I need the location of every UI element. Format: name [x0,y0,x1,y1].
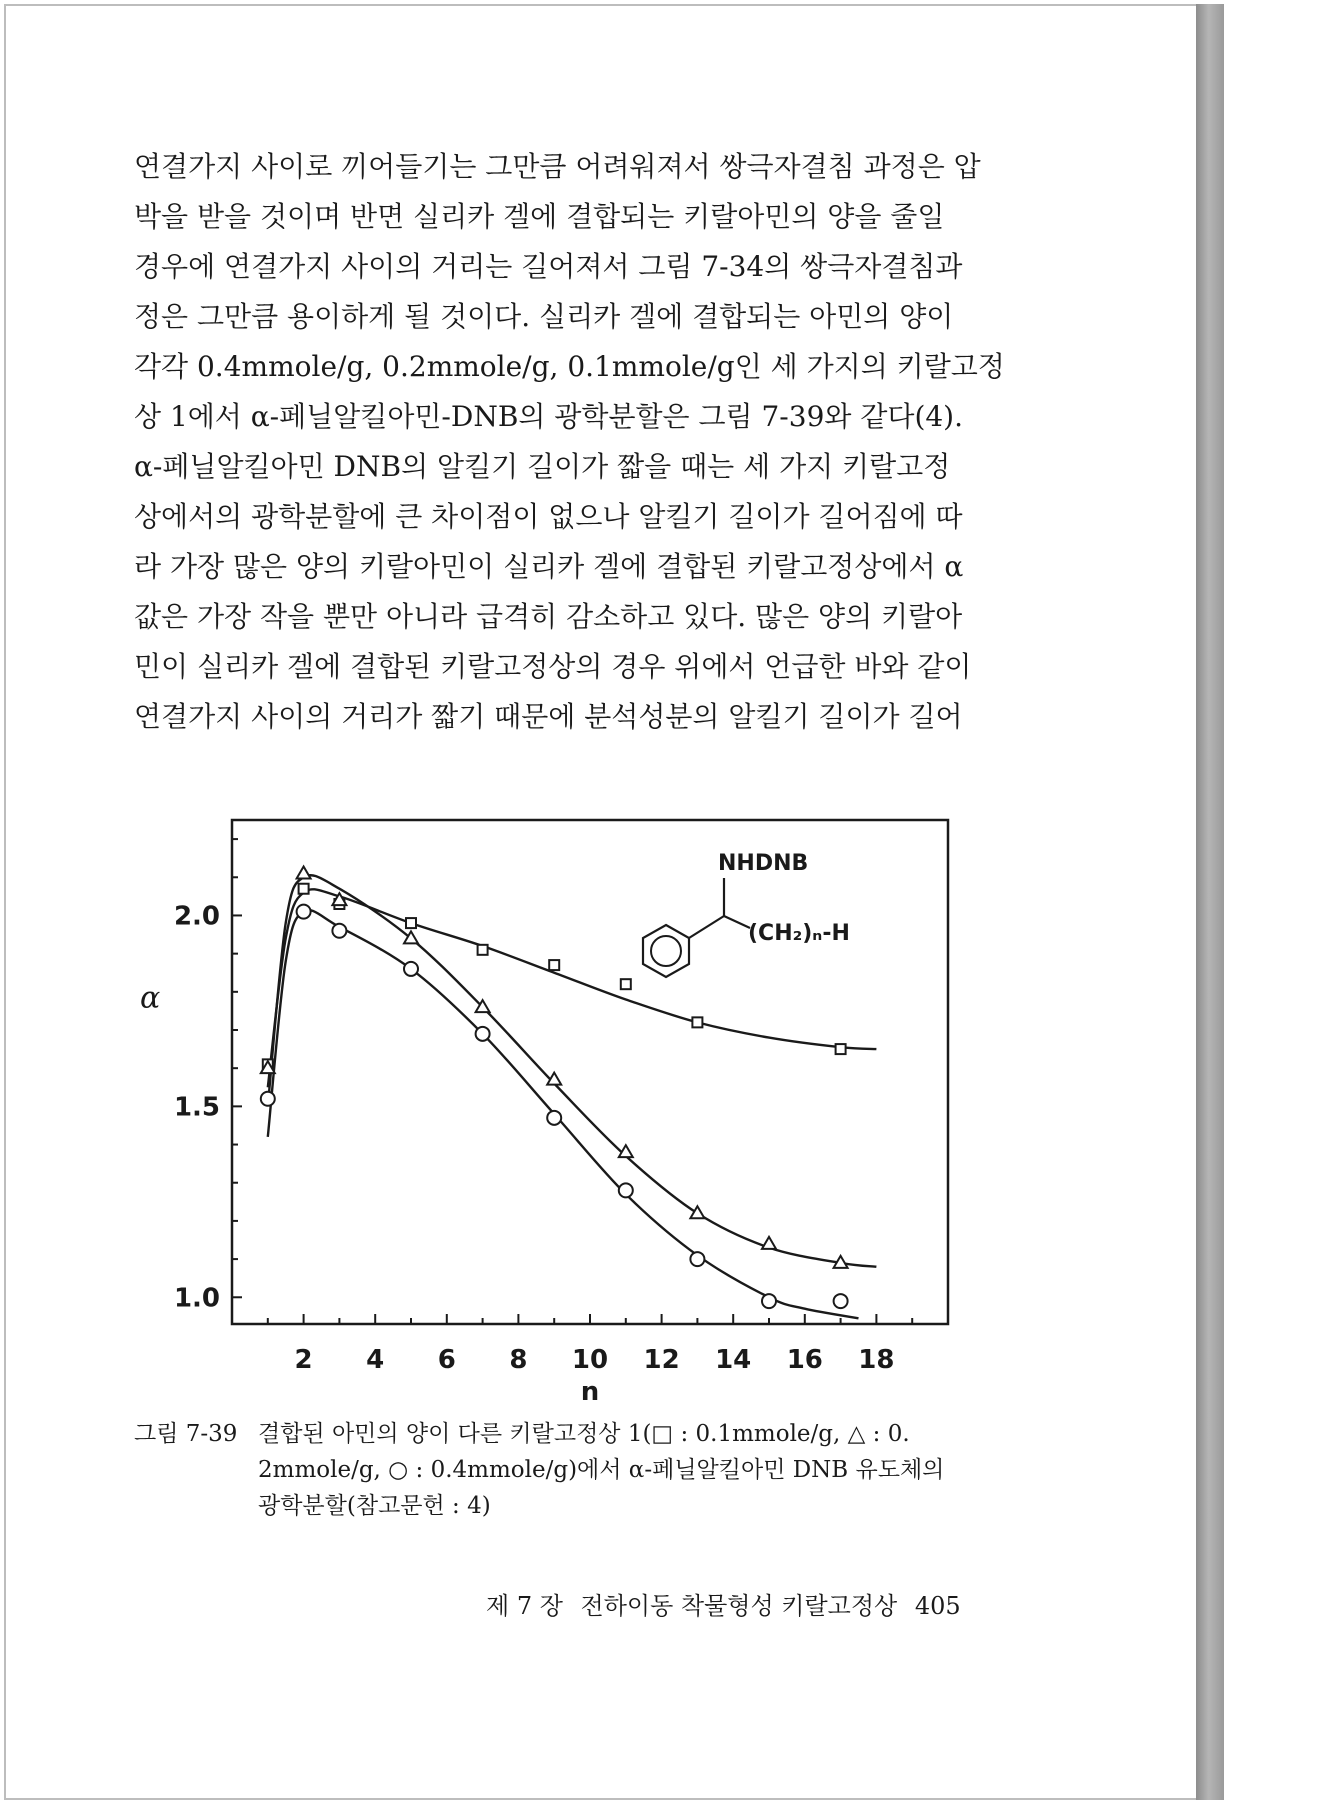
x-tick-label: 18 [858,1345,895,1375]
x-axis-label: n [580,1377,600,1407]
body-line-12: 연결가지 사이의 거리가 짧기 때문에 분석성분의 알킬기 길이가 길어 [134,700,963,733]
point-triangle [762,1237,776,1249]
point-circle [261,1092,275,1106]
x-tick-label: 4 [366,1345,385,1375]
chart-ticks [232,839,912,1324]
footer-chapter: 제 7 장 [486,1592,563,1620]
body-line-6: 상 1에서 α-페닐알킬아민-DNB의 광학분할은 그림 7-39와 같다(4). [134,400,964,433]
point-circle [404,962,418,976]
point-square [406,918,416,928]
x-tick-label: 8 [509,1345,528,1375]
body-line-5: 각각 0.4mmole/g, 0.2mmole/g, 0.1mmole/g인 세 가지의 키랄고정 [134,350,1005,383]
body-line-2: 박을 받을 것이며 반면 실리카 겔에 결합되는 키랄아민의 양을 줄일 [134,200,945,233]
point-circle [619,1183,633,1197]
caption-line-2: 2mmole/g, ○ : 0.4mmole/g)에서 α-페닐알킬아민 DNB 유도체의 [258,1457,945,1483]
point-circle [297,905,311,919]
footer-title: 전하이동 착물형성 키랄고정상 [580,1592,898,1620]
curve-square [268,889,877,1087]
alpha-vs-n-chart [140,806,1000,1407]
point-square [836,1044,846,1054]
body-line-8: 상에서의 광학분할에 큰 차이점이 없으나 알킬기 길이가 길어짐에 따 [134,500,963,533]
y-tick-label: 1.0 [173,1283,220,1314]
body-line-11: 민이 실리카 겔에 결합된 키랄고정상의 경우 위에서 언급한 바와 같이 [134,650,972,683]
phenylalkylamine-structure [643,851,850,977]
caption-label: 그림 7-39 [134,1421,238,1447]
point-circle [332,924,346,938]
nhdnb-label: NHDNB [718,851,809,876]
caption-body [258,1416,1018,1524]
benzene-inner-circle [651,936,681,966]
chart-labels [140,901,894,1407]
body-text [134,142,1010,742]
point-square [549,960,559,970]
y-tick-label: 1.5 [173,1092,220,1123]
body-line-4: 정은 그만큼 용이하게 될 것이다. 실리카 겔에 결합되는 아민의 양이 [134,300,954,333]
point-square [621,979,631,989]
point-square [692,1017,702,1027]
x-tick-label: 2 [294,1345,313,1375]
x-tick-label: 14 [715,1345,752,1375]
benzene-ring [643,925,689,977]
body-line-1: 연결가지 사이로 끼어들기는 그만큼 어려워져서 쌍극자결침 과정은 압 [134,150,981,183]
caption-line-3: 광학분할(참고문헌 : 4) [258,1493,491,1519]
point-triangle [690,1206,704,1218]
page-footer [486,1586,971,1621]
x-tick-label: 10 [571,1345,609,1375]
point-square [478,945,488,955]
body-line-3: 경우에 연결가지 사이의 거리는 길어져서 그림 7-34의 쌍극자결침과 [134,250,963,283]
body-line-9: 라 가장 많은 양의 키랄아민이 실리카 겔에 결합된 키랄고정상에서 α [134,550,964,583]
y-axis-label: α [140,980,161,1016]
chain-label: (CH₂)ₙ-H [748,921,850,946]
x-tick-label: 6 [437,1345,456,1375]
point-circle [690,1252,704,1266]
body-line-10: 값은 가장 작을 뿐만 아니라 급격히 감소하고 있다. 많은 양의 키랄아 [134,600,963,633]
point-circle [547,1111,561,1125]
point-triangle [297,866,311,878]
caption-line-1: 결합된 아민의 양이 다른 키랄고정상 1(□ : 0.1mmole/g, △ : 0. [258,1421,910,1447]
x-tick-label: 16 [786,1345,823,1375]
chiral-to-chain-bond [724,916,750,928]
body-line-7: α-페닐알킬아민 DNB의 알킬기 길이가 짧을 때는 세 가지 키랄고정 [134,450,951,483]
curve-circle [268,910,859,1318]
point-circle [762,1294,776,1308]
page-edge-shadow [1196,4,1224,1800]
point-square [299,884,309,894]
x-tick-label: 12 [643,1345,680,1375]
ring-to-chiral-bond [689,916,724,938]
page-number: 405 [914,1592,961,1620]
figure-7-39 [140,806,1000,1407]
y-tick-label: 2.0 [173,901,220,932]
point-circle [476,1027,490,1041]
point-circle [834,1294,848,1308]
